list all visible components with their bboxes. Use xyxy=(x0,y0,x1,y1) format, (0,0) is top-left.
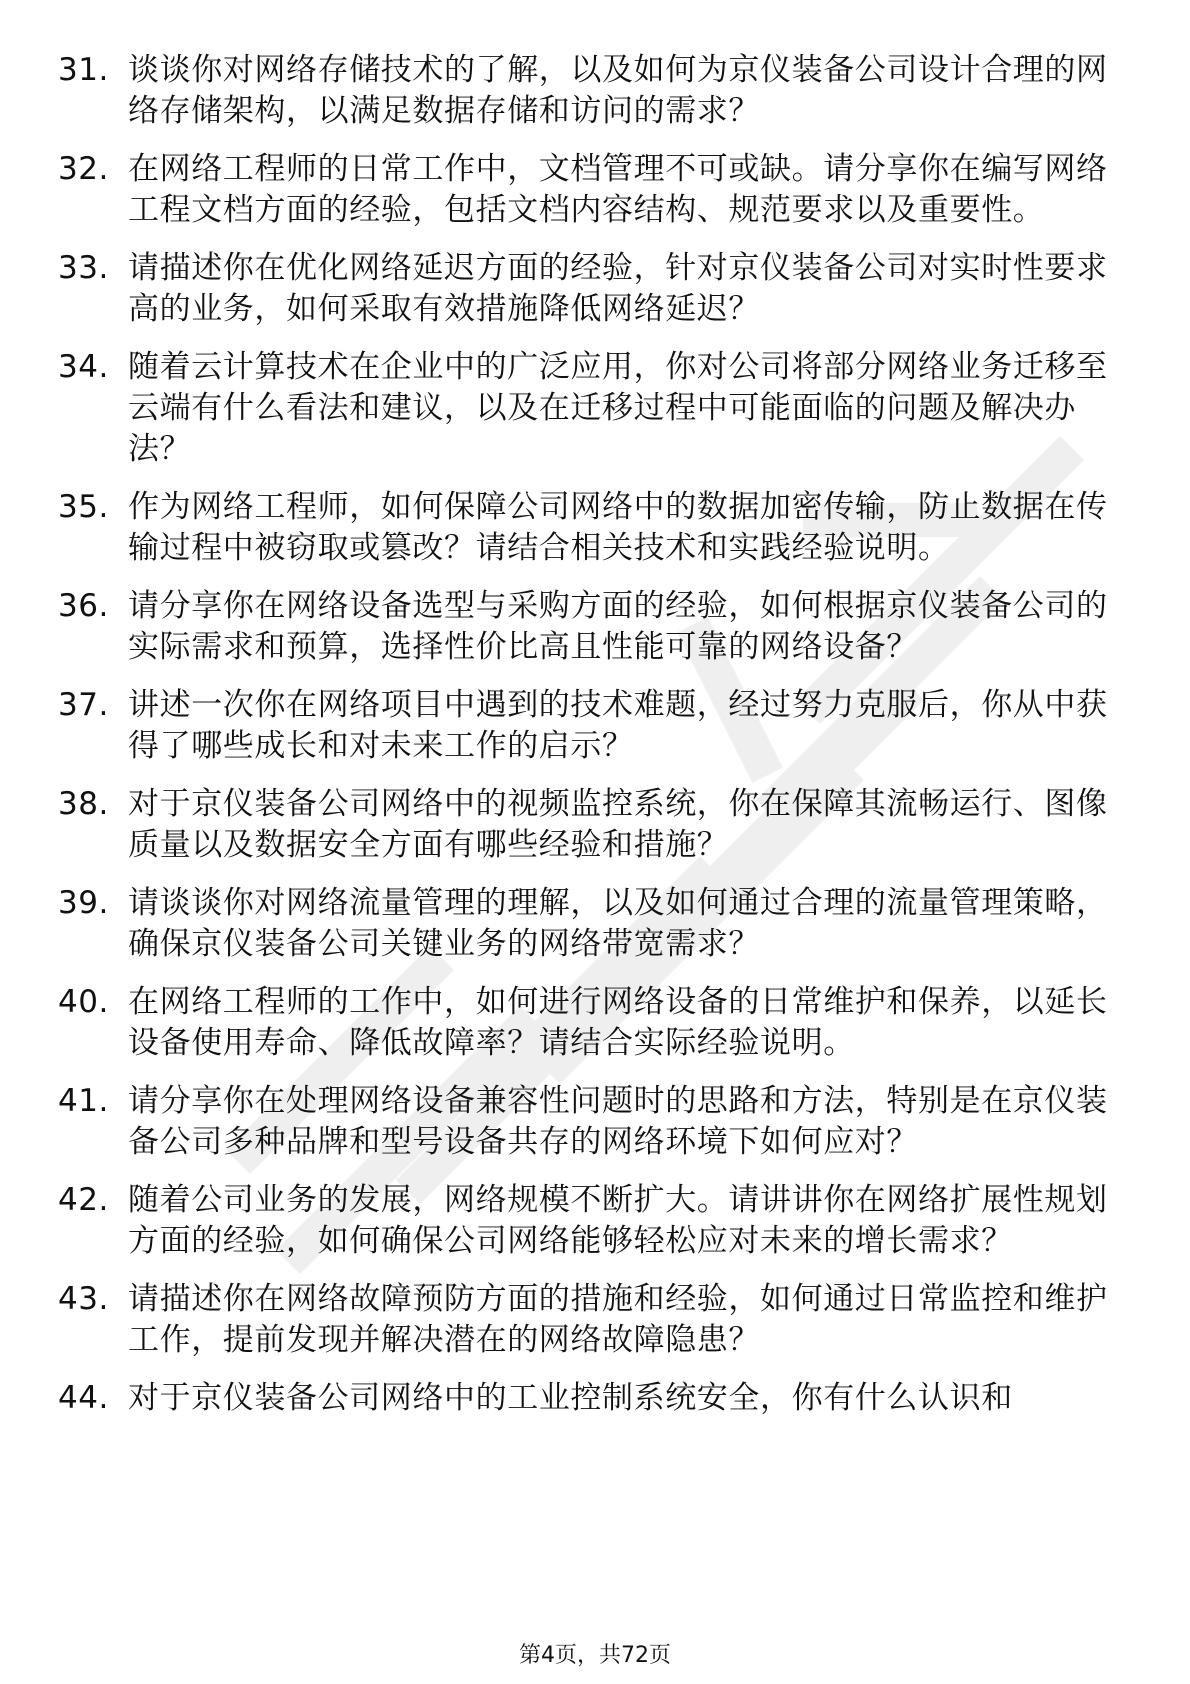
question-list xyxy=(58,50,1133,1436)
question-text: 谈谈你对网络存储技术的了解，以及如何为京仪装备公司设计合理的网络存储架构，以满足数据存储和访问的需求？ xyxy=(128,52,1108,129)
question-item xyxy=(58,685,1133,767)
question-item xyxy=(58,883,1133,965)
question-number: 44. xyxy=(58,1380,109,1416)
question-item xyxy=(58,982,1133,1064)
question-item xyxy=(58,784,1133,866)
question-text: 作为网络工程师，如何保障公司网络中的数据加密传输，防止数据在传输过程中被窃取或篡改？请结合相关技术和实践经验说明。 xyxy=(128,489,1108,566)
question-number: 31. xyxy=(58,52,109,88)
question-number: 33. xyxy=(58,250,109,286)
question-item xyxy=(58,1279,1133,1361)
question-number: 38. xyxy=(58,786,109,822)
question-item xyxy=(58,1180,1133,1262)
question-number: 43. xyxy=(58,1281,109,1317)
question-text: 请描述你在网络故障预防方面的措施和经验，如何通过日常监控和维护工作，提前发现并解决潜在的网络故障隐患？ xyxy=(128,1281,1108,1358)
question-text: 请谈谈你对网络流量管理的理解，以及如何通过合理的流量管理策略，确保京仪装备公司关键业务的网络带宽需求？ xyxy=(128,885,1108,962)
question-text: 随着云计算技术在企业中的广泛应用，你对公司将部分网络业务迁移至云端有什么看法和建议，以及在迁移过程中可能面临的问题及解决办法？ xyxy=(128,349,1108,467)
question-item xyxy=(58,1378,1133,1419)
question-number: 35. xyxy=(58,489,109,525)
question-text: 对于京仪装备公司网络中的工业控制系统安全，你有什么认识和 xyxy=(128,1380,1013,1416)
question-text: 请分享你在处理网络设备兼容性问题时的思路和方法，特别是在京仪装备公司多种品牌和型号设备共存的网络环境下如何应对？ xyxy=(128,1083,1108,1160)
question-number: 40. xyxy=(58,984,109,1020)
question-number: 41. xyxy=(58,1083,109,1119)
question-text: 讲述一次你在网络项目中遇到的技术难题，经过努力克服后，你从中获得了哪些成长和对未来工作的启示？ xyxy=(128,687,1108,764)
question-text: 随着公司业务的发展，网络规模不断扩大。请讲讲你在网络扩展性规划方面的经验，如何确保公司网络能够轻松应对未来的增长需求？ xyxy=(128,1182,1108,1259)
question-text: 在网络工程师的工作中，如何进行网络设备的日常维护和保养，以延长设备使用寿命、降低故障率？请结合实际经验说明。 xyxy=(128,984,1108,1061)
question-number: 34. xyxy=(58,349,109,385)
question-text: 请描述你在优化网络延迟方面的经验，针对京仪装备公司对实时性要求高的业务，如何采取有效措施降低网络延迟？ xyxy=(128,250,1108,327)
question-text: 请分享你在网络设备选型与采购方面的经验，如何根据京仪装备公司的实际需求和预算，选择性价比高且性能可靠的网络设备？ xyxy=(128,588,1108,665)
question-number: 32. xyxy=(58,151,109,187)
question-item xyxy=(58,149,1133,231)
question-number: 36. xyxy=(58,588,109,624)
question-number: 37. xyxy=(58,687,109,723)
question-text: 在网络工程师的日常工作中，文档管理不可或缺。请分享你在编写网络工程文档方面的经验，包括文档内容结构、规范要求以及重要性。 xyxy=(128,151,1108,228)
question-number: 39. xyxy=(58,885,109,921)
question-number: 42. xyxy=(58,1182,109,1218)
question-item xyxy=(58,50,1133,132)
page-footer: 第4页，共72页 xyxy=(519,1643,671,1668)
question-item xyxy=(58,347,1133,470)
question-item xyxy=(58,248,1133,330)
question-item xyxy=(58,1081,1133,1163)
question-item xyxy=(58,487,1133,569)
question-item xyxy=(58,586,1133,668)
question-text: 对于京仪装备公司网络中的视频监控系统，你在保障其流畅运行、图像质量以及数据安全方面有哪些经验和措施？ xyxy=(128,786,1108,863)
